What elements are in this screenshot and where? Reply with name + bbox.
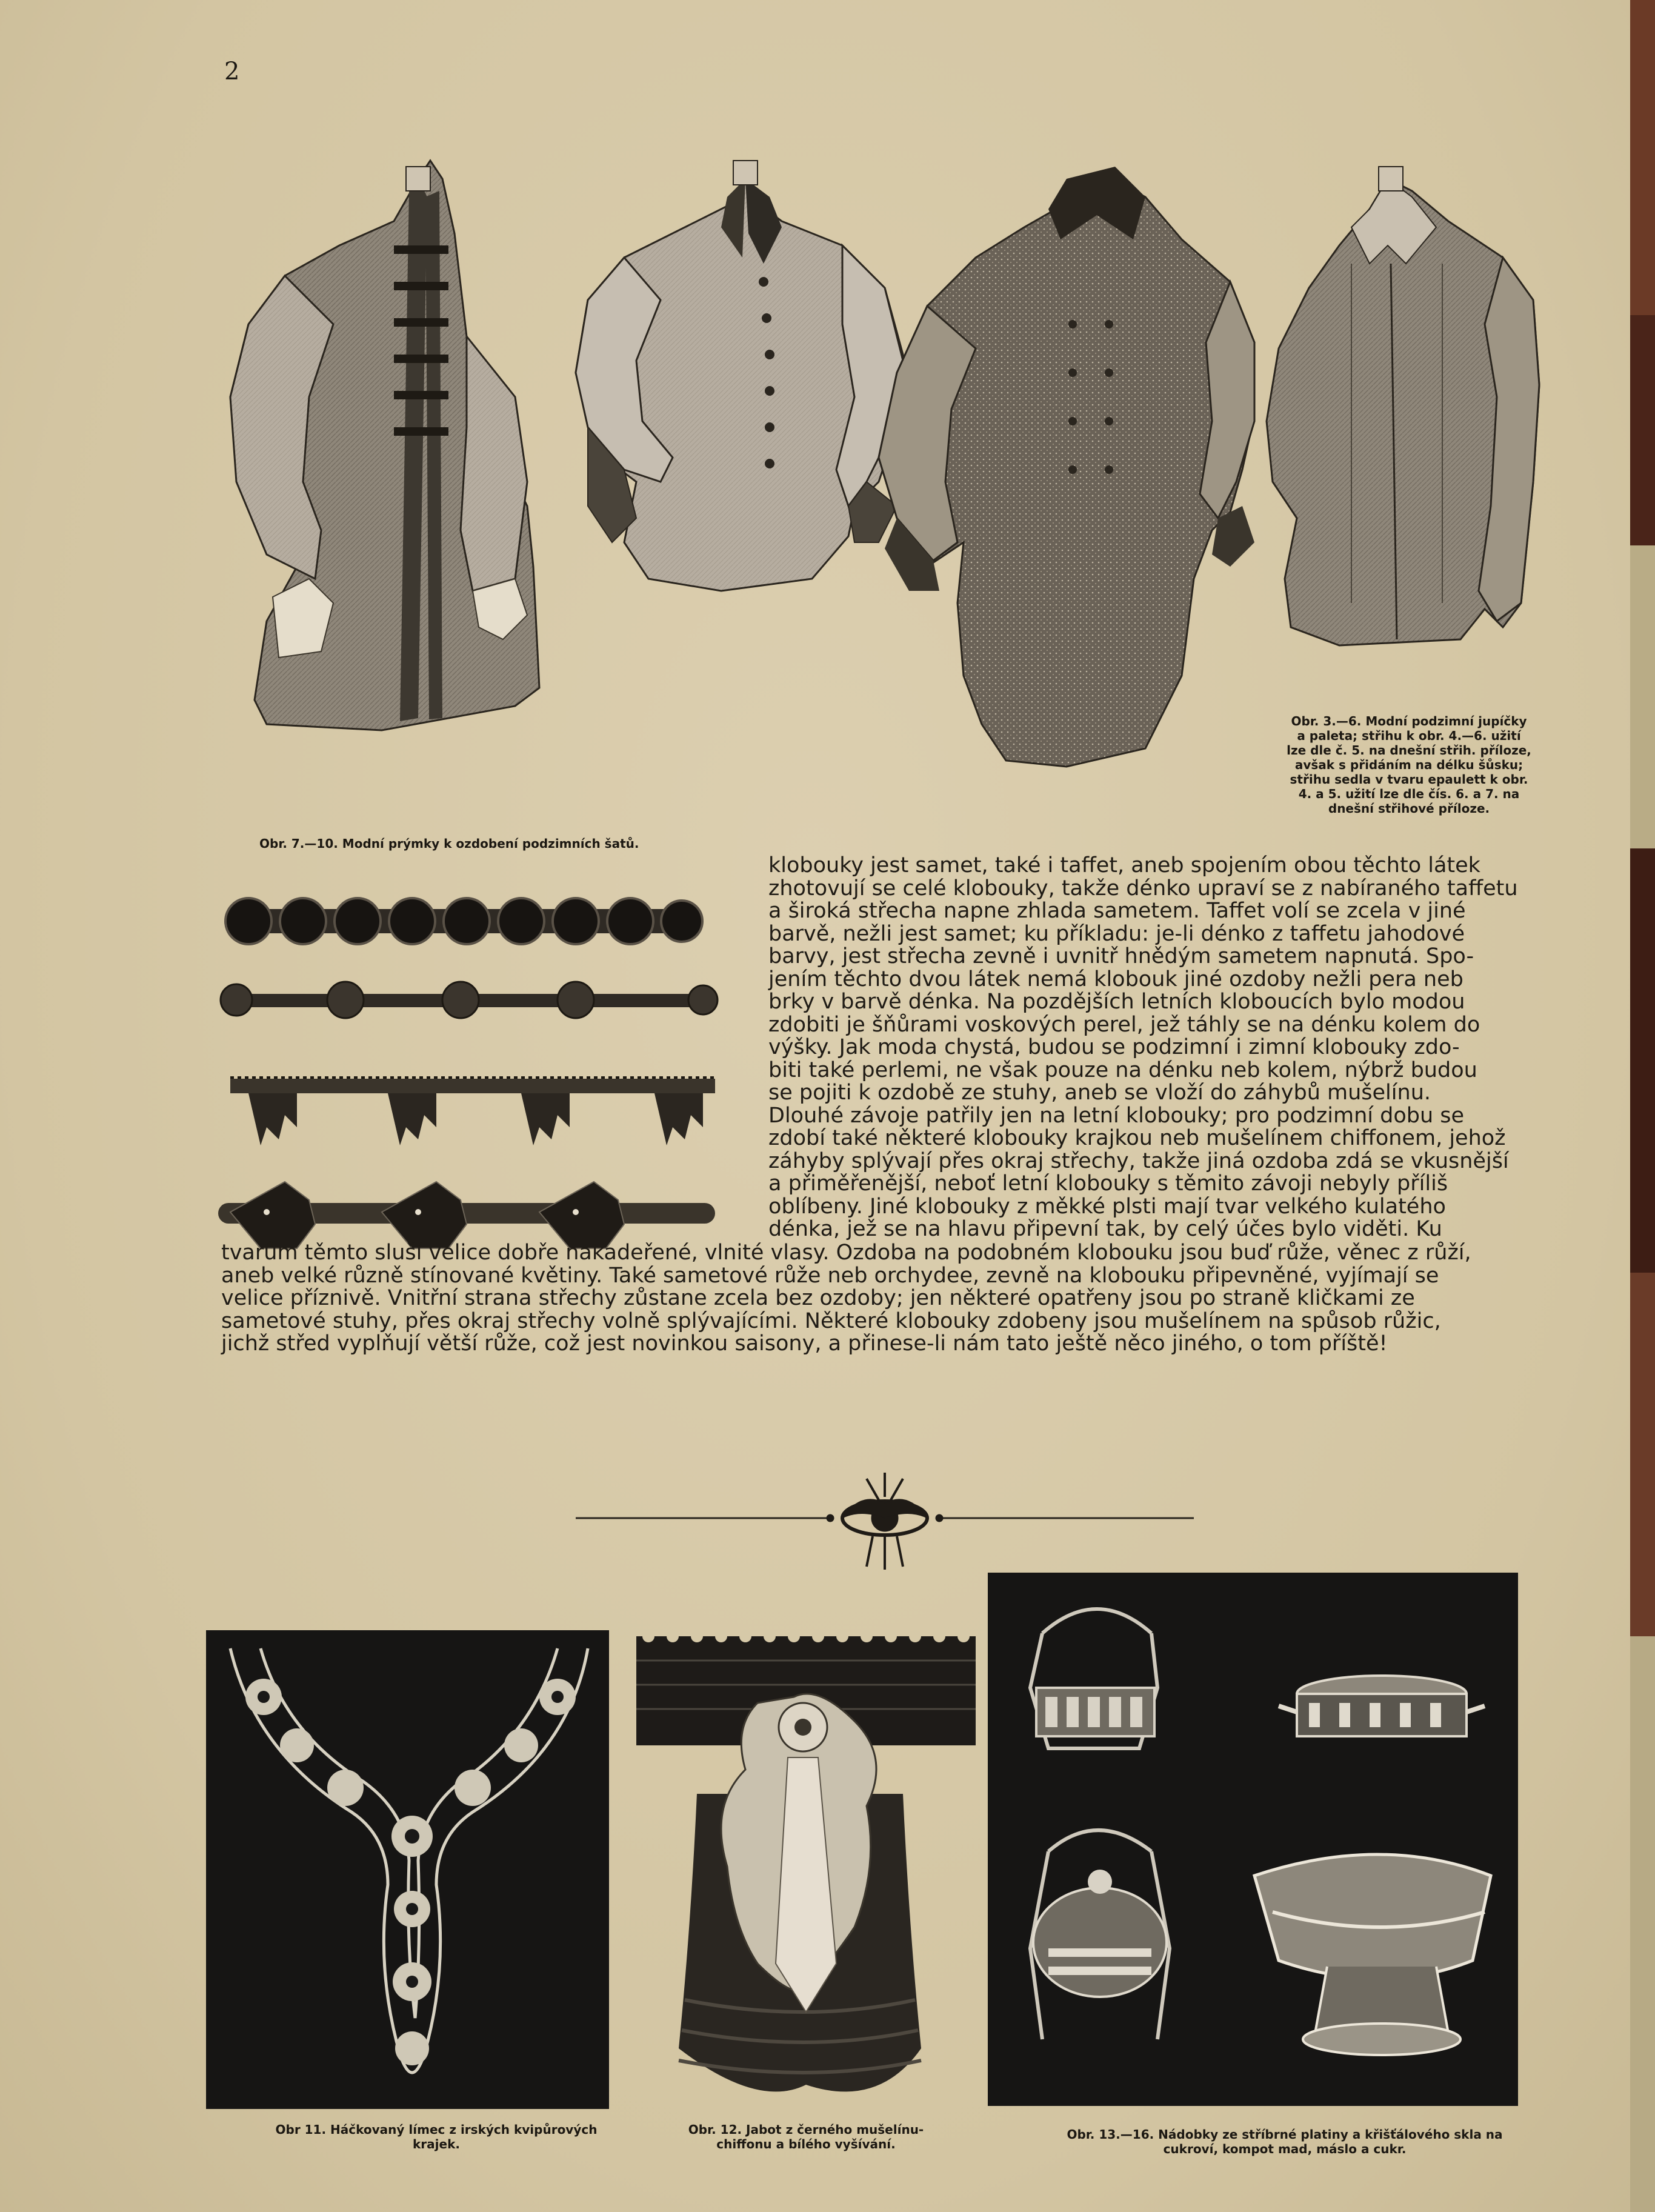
vessels-photo bbox=[988, 1573, 1518, 2106]
jackets-caption: Obr. 3.—6. Modní podzimní jupíčky a paleta; střihu k obr. 4.—6. užití lze dle č. 5. na dnešní střih. příloze, avšak s přidáním na délku šůsku; střihu sedla v tvaru epaulett k obr. 4. a 5. užití lze dle čís. 6. a 7. na dnešní střihové příloze. bbox=[1287, 714, 1531, 816]
collar-photo bbox=[206, 1630, 609, 2109]
trim-7 bbox=[225, 898, 702, 944]
collar-caption: Obr 11. Háčkovaný límec z irských kvipůrových krajek. bbox=[275, 2122, 598, 2151]
jabot-illustration bbox=[636, 1624, 976, 2109]
jacket-4 bbox=[1267, 167, 1539, 645]
jabot-caption: Obr. 12. Jabot z černého mušelínu- chiffonu a bílého vyšívání. bbox=[688, 2122, 924, 2151]
binding-edge bbox=[1630, 0, 1655, 2212]
crochet-collar-image bbox=[206, 1630, 609, 2109]
trims-caption: Obr. 7.—10. Modní prýmky k ozdobení podzimních šatů. bbox=[259, 836, 639, 851]
silver-vessels-image bbox=[988, 1573, 1518, 2106]
trim-10 bbox=[218, 1182, 715, 1248]
article-text-narrow: klobouky jest samet, také i taffet, aneb spojením obou těchto látek zhotovují se celé klobouky, takže dénko upraví se z nabíraného taffetu a široká střecha napne zhlada sametem. Taffet volí se zcela v jiné barvě, nežli jest samet; ku příkladu: je-li dénko z taffetu jahodové barvy, jest střecha zevně i uvnitř hnědým sametem napnutá. Spo- jením těchto dvou látek nemá klobouk jiné ozdoby nežli pera neb brky v barvě dénka. Na pozdějších letních kloboucích bylo modou zdobiti je šňůrami voskových perel, jež táhly se na dénku kolem do výšky. Jak moda chystá, budou se podzimní i zimní klobouky zdo- biti také perlemi, ne však pouze na dénku neb kolem, nýbrž budou se pojiti k ozdobě ze stuhy, aneb se vloží do záhybů mušelínu. Dlouhé závoje patřily jen na letní klobouky; pro podzimní dobu se zdobí také některé klobouky krajkou neb mušelínem chiffonem, jehož záhyby splývají přes okraj střechy, takže jiná ozdoba zdá se vkusnější a přiměřenější, neboť letní klobouky s těmito závoji nebyly příliš oblíbeny. Jiné klobouky z měkké plsti mají tvar velkého kulatého dénka, jež se na hlavu připevní tak, by celý účes bylo viděti. Ku bbox=[768, 853, 1518, 1241]
jacket-2 bbox=[576, 161, 903, 591]
jacket-3 bbox=[879, 167, 1254, 767]
ornament-divider bbox=[576, 1467, 1194, 1576]
article-text-wide: tvarům těmto sluší velice dobře nakadeřené, vlnité vlasy. Ozdoba na podobném klobouku jsou buď růže, věnec z růží, aneb velké různě stínované květiny. Také sametové růže neb orchydee, zevně na klobouku připevněné, vyjímají se velice příznivě. Vnitřní strana střechy zůstane zcela bez ozdoby; jen některé opatřeny jsou po straně kličkami ze sametové stuhy, přes okraj střechy volně splývajícími. Některé klobouky zdobeny jsou mušelínem na spůsob růžic, jichž střed vyplňují větší růže, což jest novinkou saisony, a přinese-li nám tato ještě něco jiného, o tom příště! bbox=[221, 1241, 1471, 1356]
trim-9 bbox=[230, 1078, 715, 1145]
jacket-1 bbox=[230, 161, 539, 730]
trim-8 bbox=[221, 982, 718, 1018]
trims-illustration bbox=[212, 885, 745, 1273]
vessels-caption: Obr. 13.—16. Nádobky ze stříbrné platiny a křišťálového skla na cukroví, kompot mad, máslo a cukr. bbox=[1067, 2127, 1503, 2156]
page-number: 2 bbox=[224, 58, 240, 85]
